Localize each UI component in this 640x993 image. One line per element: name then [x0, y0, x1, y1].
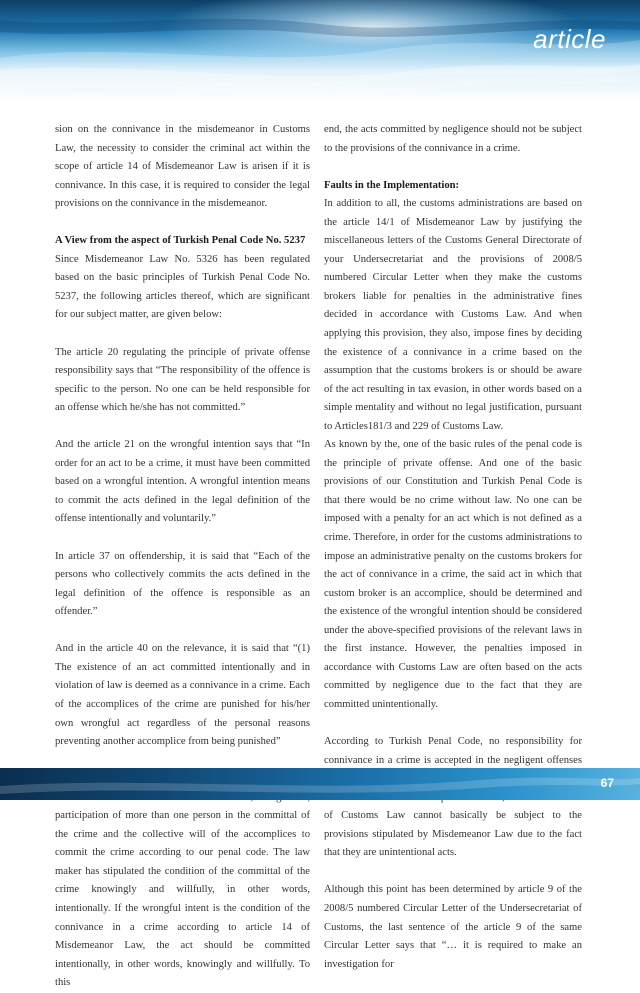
- paragraph: Although this point has been determined by article 9 of the 2008/5 numbered Circular Letter of the Undersecretariat of Customs, the last sentence of the article 9 of the same Circular Letter says that “… it is required to make an investigation for: [324, 884, 582, 970]
- paragraph: The article 20 regulating the principle of private offense responsibility says that “The responsibility of the offence is specific to the person. No one can be held responsible for an offense which he/she has not committed.”: [55, 346, 310, 414]
- section-heading: Faults in the Implementation:: [324, 179, 460, 191]
- footer-wave-decoration: [0, 768, 640, 800]
- paragraph: In article 37 on offendership, it is said that “Each of the persons who collectively commits the acts defined in the legal definition of the offence is responsible as an offender.”: [55, 550, 310, 618]
- header-banner: [0, 0, 640, 100]
- paragraph: In addition to all, the customs administrations are based on the article 14/1 of Misdemeanor Law by justifying the miscellaneous letters of the Customs General Directorate of your Undersecretariat and the provisions of 2008/5 numbered Circular Letter when they make the customs brokers liable for penalties in the administrative fines decided in accordance with Customs Law. And when applying this provision, they also, impose fines by deciding the existence of a connivance in a crime based on the assumption that the customs brokers is or should be aware of the act resulting in tax evasion, in other words based on a simple mentality and without no legal justification, pursuant to Articles181/3 and 229 of Customs Law.: [324, 198, 582, 432]
- section-heading: A View from the aspect of Turkish Penal Code No. 5237: [55, 235, 306, 247]
- paragraph: Since Misdemeanor Law No. 5326 has been regulated based on the basic principles of Turkish Penal Code No. 5237, the following articles thereof, which are significant for our subject matter, are given below:: [55, 253, 310, 321]
- footer-bar: [0, 768, 640, 800]
- paragraph: As known by the, one of the basic rules of the penal code is the principle of private offense. And one of the basic provisions of our Constitution and Turkish Penal Code is that there would be no crime without law. No one can be imposed with a penalty for an act which is not defined as a crime. Therefore, in order for the customs administrations to impose an administrative penalty on the customs brokers for the act of connivance in a crime, the said act in which that custom broker is an accomplice, should be determined and the existence of the wrongful intention should be considered under the above-specified provisions of the relevant laws in the first instance. However, the penalties imposed in accordance with Customs Law are often based on the acts committed by negligence due to the fact that they are committed unintentionally.: [324, 439, 582, 710]
- paragraph: sion on the connivance in the misdemeanor in Customs Law, the necessity to consider the criminal act within the scope of article 14 of Misdemeanor Law is arisen if it is connivance. In this case, it is required to consider the legal provisions on the connivance in the misdemeanor.: [55, 124, 310, 210]
- section-label: article: [533, 24, 606, 54]
- paragraph: And the article 21 on the wrongful intention says that “In order for an act to be a crime, it must have been committed based on a wrongful intention. A wrongful intention means to commit the acts defined in the legal definition of the offense intentionally and voluntarily.”: [55, 439, 310, 525]
- right-column: [324, 121, 582, 974]
- paragraph: According to Turkish Penal Code, no responsibility for connivance in a crime is accepted in the negligent offenses of Customs Law cannot basically be subject to the provisions stipulated by Misdemeanor Law due to the fact that they are unintentional acts.: [324, 736, 582, 859]
- paragraph: And in the article 40 on the relevance, it is said that “(1) The existence of an act committed intentionally and in violation of law is deemed as a connivance in a crime. Each of the accomplices of the crime are punished for his/her own wrongful act regardless of the personal reasons preventing another accomplice from being punished”: [55, 643, 310, 748]
- paragraph: participation of more than one person in the committal of the crime and the collective will of the accomplices to commit the crime according to our penal code. The law maker has stipulated the condition of the committal of the crime knowingly and willfully, in other words, intentionally. If the wrongful intent is the condition of the connivance in a crime according to article 14 of Misdemeanor Law, the act should be committed intentionally, in other words, knowingly and willfully. To this: [55, 810, 310, 989]
- left-column: [55, 121, 310, 993]
- paragraph: end, the acts committed by negligence should not be subject to the provisions of the connivance in a crime.: [324, 124, 582, 154]
- page-number: 67: [600, 776, 614, 790]
